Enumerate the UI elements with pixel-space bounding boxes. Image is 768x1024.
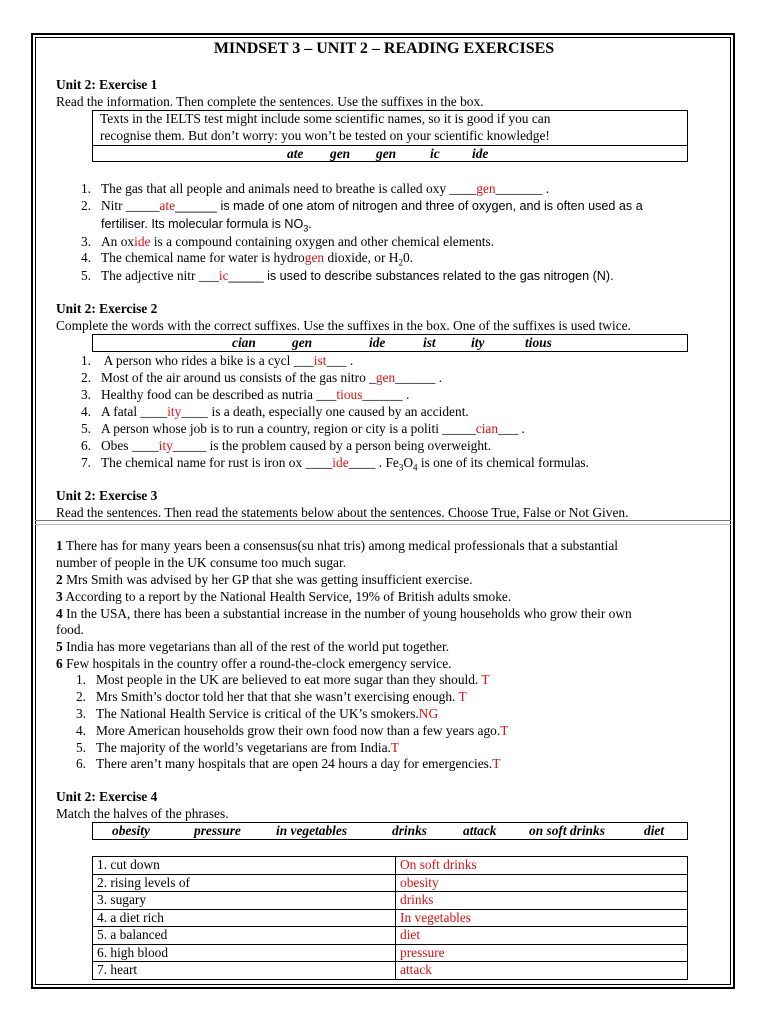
ex3-instruction: Read the sentences. Then read the statements below about the sentences. Choose True, False or Not Given. (56, 505, 629, 520)
ex1-suffix: gen (376, 146, 397, 161)
ex2-item: 2. Most of the air around us consists of the gas nitro _gen______ . (80, 370, 443, 385)
section-separator (35, 520, 731, 525)
table-row (93, 927, 688, 945)
match-right: On soft drinks (396, 857, 688, 875)
ex1-box-line2: recognise them. But don’t worry: you won’t be tested on your scientific knowledge! (100, 128, 550, 143)
page-title: MINDSET 3 – UNIT 2 – READING EXERCISES (213, 40, 555, 57)
match-left: 1. cut down (93, 857, 396, 875)
ex1-suffix: ic (430, 146, 440, 161)
ex4-option: on soft drinks (529, 823, 605, 838)
ex1-instruction: Read the information. Then complete the sentences. Use the suffixes in the box. (56, 94, 484, 109)
match-right: attack (396, 962, 688, 980)
ex3-sentence-continuation: number of people in the UK consume too much sugar. (56, 555, 347, 570)
table-row (93, 857, 688, 875)
ex3-sentence: 5 India has more vegetarians than all of the rest of the world put together. (56, 639, 450, 654)
ex4-heading: Unit 2: Exercise 4 (56, 789, 158, 804)
ex3-sentence: 2 Mrs Smith was advised by her GP that she was getting insufficient exercise. (56, 572, 473, 587)
match-left: 2. rising levels of (93, 874, 396, 892)
ex3-statement: 3. The National Health Service is critical of the UK’s smokers.NG (75, 706, 439, 721)
ex1-box-line1: Texts in the IELTS test might include some scientific names, so it is good if you can (100, 111, 551, 126)
ex2-suffix: ist (423, 335, 436, 350)
ex1-item: 3. An oxide is a compound containing oxygen and other chemical elements. (80, 234, 495, 249)
ex2-item: 4. A fatal ____ity____ is a death, especially one caused by an accident. (80, 404, 469, 419)
ex2-item: 3. Healthy food can be described as nutria ___tious______ . (80, 387, 410, 402)
ex1-item-continuation: fertiliser. Its molecular formula is $NO_3$. (101, 217, 312, 234)
ex1-item: 2. Nitr _____ate______ is made of one atom of nitrogen and three of oxygen, and is often used as a (80, 198, 643, 213)
ex2-instruction: Complete the words with the correct suffixes. Use the suffixes in the box. One of the suffixes is used twice. (56, 318, 631, 333)
ex4-option: diet (644, 823, 665, 838)
match-right: In vegetables (396, 909, 688, 927)
ex2-suffix: ity (471, 335, 485, 350)
ex2-item: 7. The chemical name for rust is iron ox ____ide____ . $Fe_3O_4$ is one of its chemical formulas. (80, 455, 589, 473)
table-row (93, 892, 688, 910)
ex2-suffix: gen (292, 335, 313, 350)
ex3-statement: 1. Most people in the UK are believed to eat more sugar than they should. T (75, 672, 490, 687)
ex3-sentence-continuation: food. (56, 622, 84, 637)
ex1-item: 4. The chemical name for water is hydrogen dioxide, or $H_20$. (80, 250, 414, 268)
ex2-suffix: ide (369, 335, 386, 350)
ex2-suffix: cian (232, 335, 256, 350)
ex1-suffix: ate (287, 146, 304, 161)
ex2-item: 5. A person whose job is to run a country, region or city is a politi _____cian___ . (80, 421, 525, 436)
match-left: 5. a balanced (93, 927, 396, 945)
ex4-option: attack (463, 823, 497, 838)
ex4-option: in vegetables (276, 823, 348, 838)
ex4-match-table (92, 856, 688, 980)
table-row (93, 962, 688, 980)
match-right: pressure (396, 944, 688, 962)
ex3-sentence: 3 According to a report by the National Health Service, 19% of British adults smoke. (56, 589, 512, 604)
match-left: 3. sugary (93, 892, 396, 910)
table-row (93, 944, 688, 962)
ex4-instruction: Match the halves of the phrases. (56, 806, 229, 821)
match-left: 7. heart (93, 962, 396, 980)
match-left: 4. a diet rich (93, 909, 396, 927)
match-right: obesity (396, 874, 688, 892)
ex3-statement: 2. Mrs Smith’s doctor told her that that she wasn’t exercising enough. T (75, 689, 467, 704)
ex1-suffix: gen (330, 146, 351, 161)
ex3-sentence: 1 There has for many years been a consensus(su nhat tris) among medical professionals that a substantial (56, 538, 619, 553)
ex1-heading: Unit 2: Exercise 1 (56, 77, 158, 92)
table-row (93, 874, 688, 892)
match-left: 6. high blood (93, 944, 396, 962)
ex3-sentence: 4 In the USA, there has been a substantial increase in the number of young households who grow their own (56, 606, 632, 621)
table-row (93, 909, 688, 927)
ex3-statement: 6. There aren’t many hospitals that are open 24 hours a day for emergencies.T (75, 756, 501, 771)
ex4-option: drinks (392, 823, 427, 838)
ex3-statement: 4. More American households grow their own food now than a few years ago.T (75, 723, 509, 738)
ex2-item: 6. Obes ____ity_____ is the problem caused by a person being overweight. (80, 438, 492, 453)
ex1-item: 1. The gas that all people and animals need to breathe is called oxy ____gen_______ . (80, 181, 550, 196)
ex2-item: 1. A person who rides a bike is a cycl ___ist___ . (80, 353, 354, 368)
ex2-suffix: tious (525, 335, 552, 350)
ex4-option: obesity (112, 823, 150, 838)
ex2-suffix-box (92, 334, 688, 352)
ex1-item: 5. The adjective nitr ___ic_____ is used to describe substances related to the gas nitrogen (N). (80, 268, 614, 283)
ex3-sentence: 6 Few hospitals in the country offer a round-the-clock emergency service. (56, 656, 452, 671)
match-right: drinks (396, 892, 688, 910)
ex3-heading: Unit 2: Exercise 3 (56, 488, 158, 503)
ex2-heading: Unit 2: Exercise 2 (56, 301, 158, 316)
match-right: diet (396, 927, 688, 945)
ex3-statement: 5. The majority of the world’s vegetarians are from India.T (75, 740, 400, 755)
ex4-option: pressure (194, 823, 241, 838)
ex1-suffix: ide (472, 146, 489, 161)
